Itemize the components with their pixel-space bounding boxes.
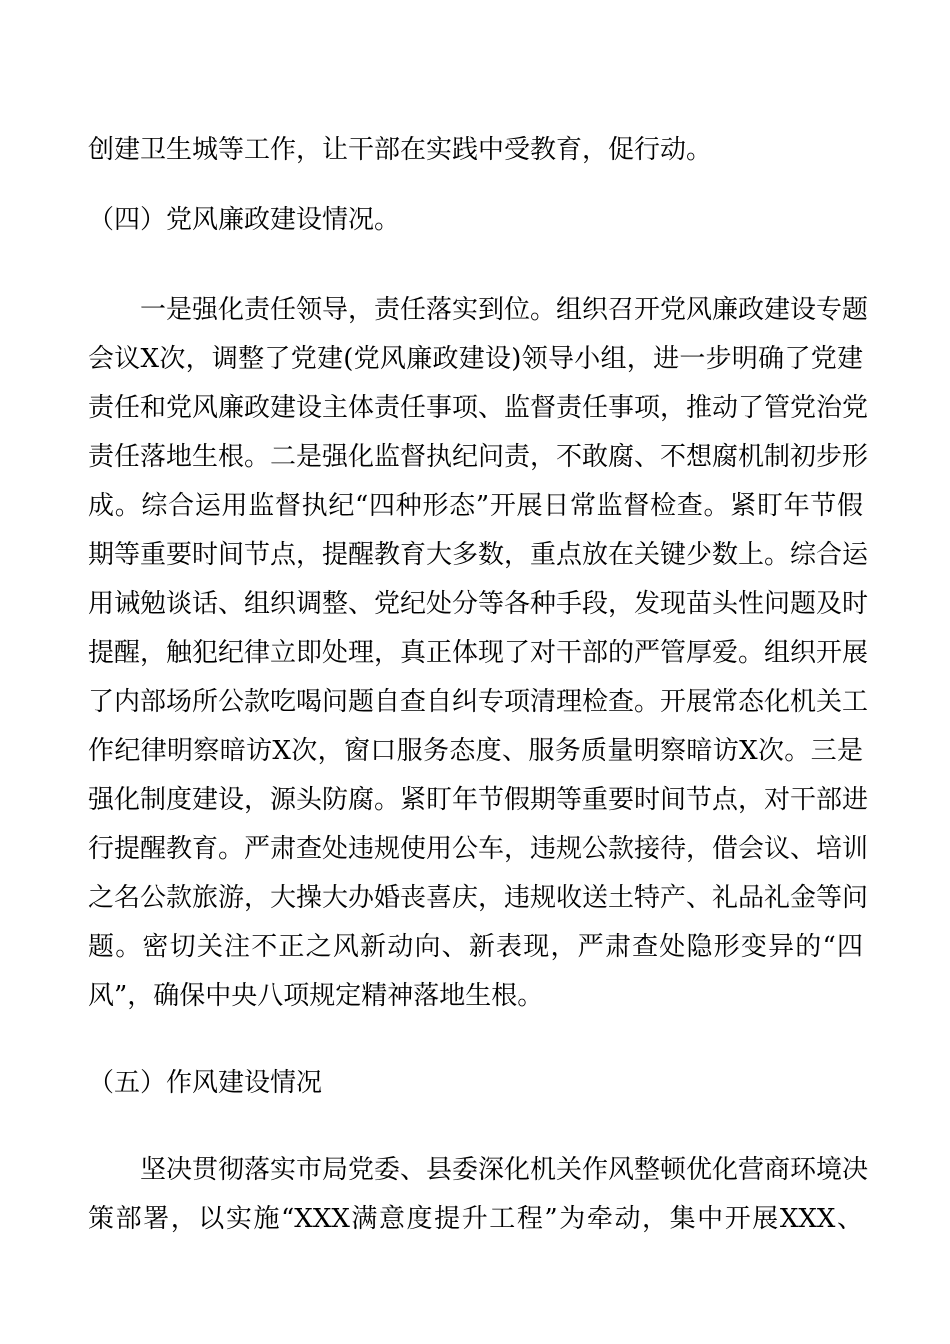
paragraph-line: 坚决贯彻落实市局党委、县委深化机关作风整顿优化营商环境决: [140, 1155, 869, 1185]
paragraph-line: 期等重要时间节点，提醒教育大多数，重点放在关键少数上。综合运: [88, 540, 869, 570]
paragraph-line: 责任落地生根。二是强化监督执纪问责，不敢腐、不想腐机制初步形: [88, 442, 869, 472]
paragraph-line: 一是强化责任领导，责任落实到位。组织召开党风廉政建设专题: [140, 295, 869, 325]
paragraph-line: 用诫勉谈话、组织调整、党纪处分等各种手段，发现苗头性问题及时: [88, 589, 869, 619]
paragraph-line: 之名公款旅游，大操大办婚丧喜庆，违规收送土特产、礼品礼金等问: [88, 883, 869, 913]
section-heading: （四）党风廉政建设情况。: [88, 205, 401, 235]
paragraph-line: 提醒，触犯纪律立即处理，真正体现了对干部的严管厚爱。组织开展: [88, 638, 869, 668]
paragraph-line: 会议X次，调整了党建(党风廉政建设)领导小组，进一步明确了党建: [88, 344, 863, 374]
paragraph-line: 成。综合运用监督执纪“四种形态”开展日常监督检查。紧盯年节假: [88, 491, 863, 521]
paragraph-line: 行提醒教育。严肃查处违规使用公车，违规公款接待，借会议、培训: [88, 834, 869, 864]
paragraph-line: 强化制度建设，源头防腐。紧盯年节假期等重要时间节点，对干部进: [88, 785, 869, 815]
paragraph-line: 创建卫生城等工作，让干部在实践中受教育，促行动。: [88, 135, 713, 165]
paragraph-line: 风”，确保中央八项规定精神落地生根。: [88, 981, 544, 1011]
paragraph-line: 题。密切关注不正之风新动向、新表现，严肃查处隐形变异的“四: [88, 932, 863, 962]
paragraph-line: 作纪律明察暗访X次，窗口服务态度、服务质量明察暗访X次。三是: [88, 736, 863, 766]
paragraph-line: 责任和党风廉政建设主体责任事项、监督责任事项，推动了管党治党: [88, 393, 869, 423]
paragraph-line: 策部署，以实施“XXX满意度提升工程”为牵动，集中开展XXX、: [88, 1204, 863, 1234]
paragraph-line: 了内部场所公款吃喝问题自查自纠专项清理检查。开展常态化机关工: [88, 687, 869, 717]
section-heading: （五）作风建设情况: [88, 1068, 323, 1098]
